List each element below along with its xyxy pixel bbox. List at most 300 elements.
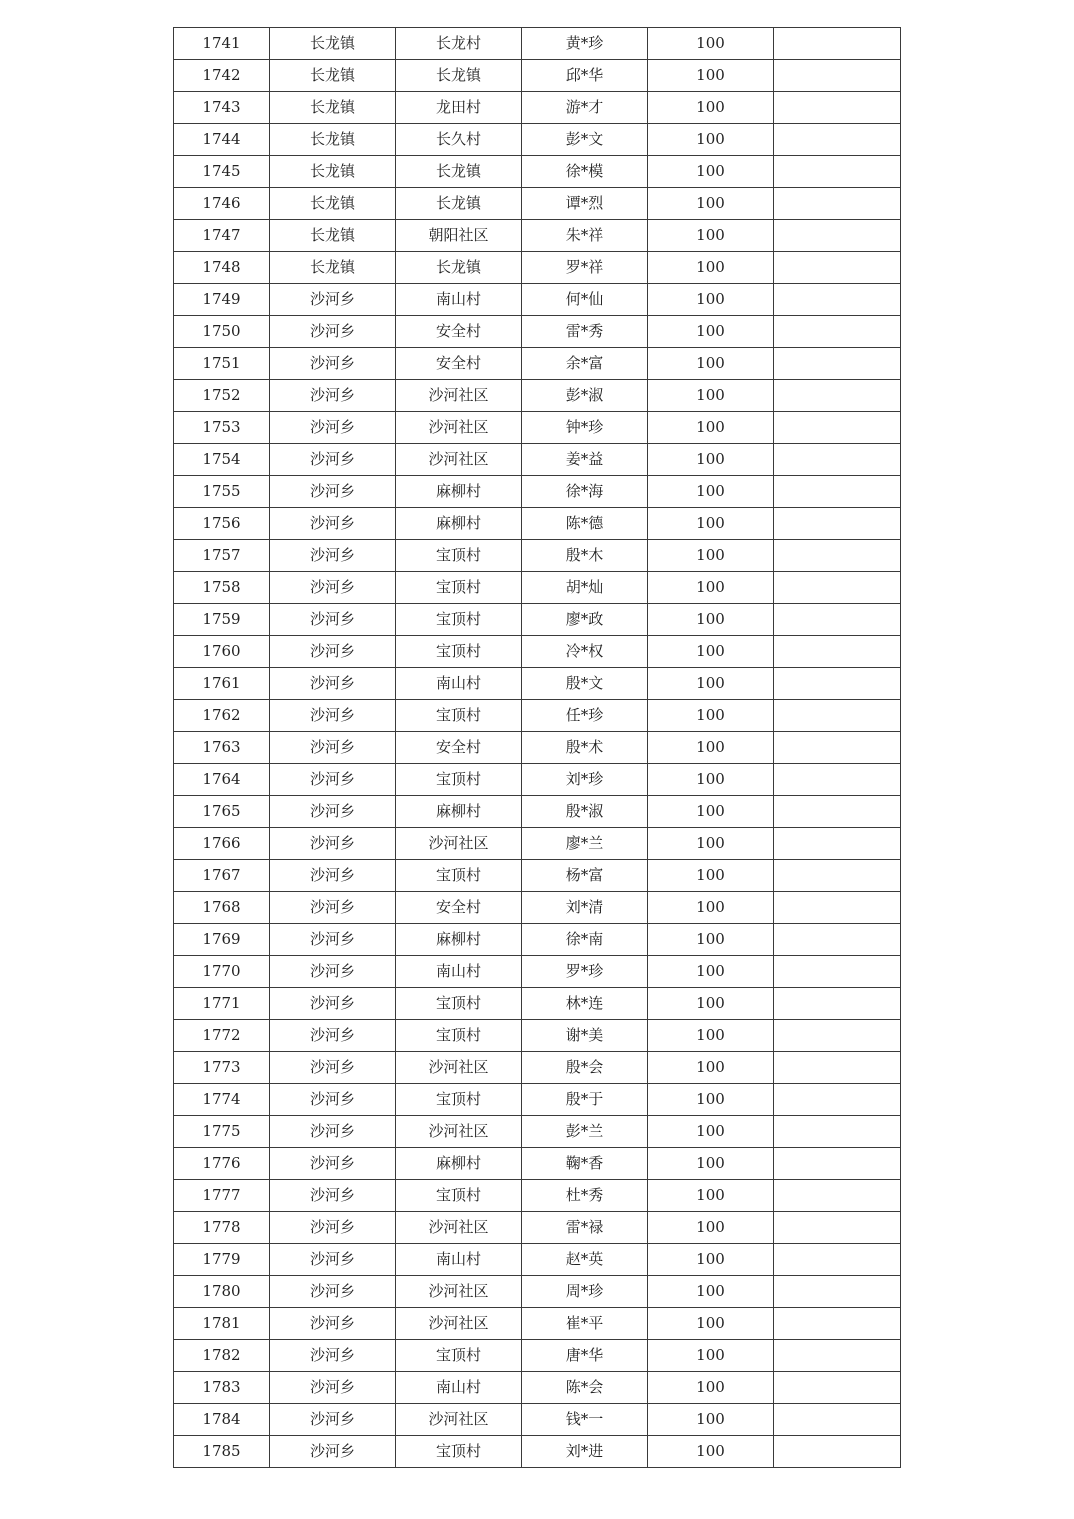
- village-cell: 宝顶村: [396, 1020, 522, 1052]
- township-cell: 沙河乡: [270, 764, 396, 796]
- table-row: [174, 1052, 901, 1084]
- remark-cell: [774, 252, 901, 284]
- village-cell: 长龙镇: [396, 188, 522, 220]
- table-row: [174, 540, 901, 572]
- amount-cell: 100: [648, 1212, 774, 1244]
- village-cell: 安全村: [396, 348, 522, 380]
- village-cell: 宝顶村: [396, 764, 522, 796]
- village-cell: 宝顶村: [396, 1084, 522, 1116]
- recipient-name-cell: 殷*文: [522, 668, 648, 700]
- table-row: [174, 476, 901, 508]
- serial-number-cell: 1747: [174, 220, 270, 252]
- township-cell: 沙河乡: [270, 1148, 396, 1180]
- recipient-name-cell: 杜*秀: [522, 1180, 648, 1212]
- amount-cell: 100: [648, 60, 774, 92]
- amount-cell: 100: [648, 412, 774, 444]
- serial-number-cell: 1759: [174, 604, 270, 636]
- village-cell: 宝顶村: [396, 860, 522, 892]
- recipient-name-cell: 徐*南: [522, 924, 648, 956]
- amount-cell: 100: [648, 636, 774, 668]
- remark-cell: [774, 1020, 901, 1052]
- township-cell: 长龙镇: [270, 252, 396, 284]
- table-row: [174, 988, 901, 1020]
- remark-cell: [774, 796, 901, 828]
- township-cell: 沙河乡: [270, 1308, 396, 1340]
- recipient-name-cell: 徐*海: [522, 476, 648, 508]
- table-row: [174, 892, 901, 924]
- serial-number-cell: 1776: [174, 1148, 270, 1180]
- remark-cell: [774, 1180, 901, 1212]
- amount-cell: 100: [648, 220, 774, 252]
- recipient-name-cell: 罗*祥: [522, 252, 648, 284]
- township-cell: 沙河乡: [270, 380, 396, 412]
- table-row: [174, 956, 901, 988]
- remark-cell: [774, 28, 901, 60]
- document-page: [173, 27, 900, 1468]
- serial-number-cell: 1765: [174, 796, 270, 828]
- amount-cell: 100: [648, 188, 774, 220]
- remark-cell: [774, 316, 901, 348]
- serial-number-cell: 1760: [174, 636, 270, 668]
- amount-cell: 100: [648, 1308, 774, 1340]
- township-cell: 沙河乡: [270, 668, 396, 700]
- amount-cell: 100: [648, 1148, 774, 1180]
- township-cell: 沙河乡: [270, 284, 396, 316]
- table-row: [174, 636, 901, 668]
- table-row: [174, 1212, 901, 1244]
- village-cell: 南山村: [396, 668, 522, 700]
- remark-cell: [774, 924, 901, 956]
- remark-cell: [774, 476, 901, 508]
- remark-cell: [774, 988, 901, 1020]
- recipient-name-cell: 陈*会: [522, 1372, 648, 1404]
- serial-number-cell: 1763: [174, 732, 270, 764]
- recipient-name-cell: 彭*文: [522, 124, 648, 156]
- township-cell: 沙河乡: [270, 700, 396, 732]
- recipient-name-cell: 余*富: [522, 348, 648, 380]
- village-cell: 沙河社区: [396, 444, 522, 476]
- amount-cell: 100: [648, 156, 774, 188]
- remark-cell: [774, 668, 901, 700]
- serial-number-cell: 1757: [174, 540, 270, 572]
- table-row: [174, 444, 901, 476]
- table-row: [174, 348, 901, 380]
- serial-number-cell: 1741: [174, 28, 270, 60]
- recipient-name-cell: 徐*模: [522, 156, 648, 188]
- table-row: [174, 860, 901, 892]
- amount-cell: 100: [648, 1372, 774, 1404]
- recipient-name-cell: 殷*术: [522, 732, 648, 764]
- table-row: [174, 1148, 901, 1180]
- recipient-name-cell: 鞠*香: [522, 1148, 648, 1180]
- amount-cell: 100: [648, 1116, 774, 1148]
- serial-number-cell: 1782: [174, 1340, 270, 1372]
- township-cell: 沙河乡: [270, 1084, 396, 1116]
- village-cell: 南山村: [396, 284, 522, 316]
- township-cell: 沙河乡: [270, 1276, 396, 1308]
- table-row: [174, 764, 901, 796]
- remark-cell: [774, 1436, 901, 1468]
- remark-cell: [774, 1084, 901, 1116]
- amount-cell: 100: [648, 604, 774, 636]
- recipient-name-cell: 谢*美: [522, 1020, 648, 1052]
- remark-cell: [774, 60, 901, 92]
- recipient-name-cell: 谭*烈: [522, 188, 648, 220]
- serial-number-cell: 1781: [174, 1308, 270, 1340]
- village-cell: 宝顶村: [396, 540, 522, 572]
- township-cell: 沙河乡: [270, 316, 396, 348]
- amount-cell: 100: [648, 1404, 774, 1436]
- serial-number-cell: 1773: [174, 1052, 270, 1084]
- remark-cell: [774, 828, 901, 860]
- township-cell: 沙河乡: [270, 924, 396, 956]
- amount-cell: 100: [648, 1436, 774, 1468]
- remark-cell: [774, 1244, 901, 1276]
- remark-cell: [774, 508, 901, 540]
- recipient-name-cell: 彭*淑: [522, 380, 648, 412]
- village-cell: 沙河社区: [396, 1308, 522, 1340]
- serial-number-cell: 1748: [174, 252, 270, 284]
- serial-number-cell: 1764: [174, 764, 270, 796]
- amount-cell: 100: [648, 1084, 774, 1116]
- township-cell: 沙河乡: [270, 1052, 396, 1084]
- township-cell: 沙河乡: [270, 860, 396, 892]
- village-cell: 沙河社区: [396, 1212, 522, 1244]
- village-cell: 朝阳社区: [396, 220, 522, 252]
- serial-number-cell: 1769: [174, 924, 270, 956]
- village-cell: 宝顶村: [396, 636, 522, 668]
- village-cell: 长龙镇: [396, 60, 522, 92]
- table-row: [174, 668, 901, 700]
- recipient-name-cell: 何*仙: [522, 284, 648, 316]
- remark-cell: [774, 156, 901, 188]
- amount-cell: 100: [648, 892, 774, 924]
- table-row: [174, 1340, 901, 1372]
- village-cell: 长久村: [396, 124, 522, 156]
- serial-number-cell: 1775: [174, 1116, 270, 1148]
- village-cell: 长龙村: [396, 28, 522, 60]
- serial-number-cell: 1774: [174, 1084, 270, 1116]
- table-row: [174, 508, 901, 540]
- table-row: [174, 156, 901, 188]
- recipient-name-cell: 廖*兰: [522, 828, 648, 860]
- township-cell: 沙河乡: [270, 828, 396, 860]
- recipient-name-cell: 殷*会: [522, 1052, 648, 1084]
- serial-number-cell: 1755: [174, 476, 270, 508]
- village-cell: 麻柳村: [396, 476, 522, 508]
- serial-number-cell: 1783: [174, 1372, 270, 1404]
- table-row: [174, 1244, 901, 1276]
- remark-cell: [774, 444, 901, 476]
- recipient-name-cell: 殷*淑: [522, 796, 648, 828]
- amount-cell: 100: [648, 284, 774, 316]
- remark-cell: [774, 188, 901, 220]
- township-cell: 沙河乡: [270, 1372, 396, 1404]
- serial-number-cell: 1761: [174, 668, 270, 700]
- remark-cell: [774, 380, 901, 412]
- table-row: [174, 796, 901, 828]
- table-row: [174, 252, 901, 284]
- township-cell: 沙河乡: [270, 892, 396, 924]
- remark-cell: [774, 1148, 901, 1180]
- township-cell: 沙河乡: [270, 1212, 396, 1244]
- village-cell: 长龙镇: [396, 156, 522, 188]
- amount-cell: 100: [648, 1180, 774, 1212]
- serial-number-cell: 1751: [174, 348, 270, 380]
- recipient-name-cell: 冷*权: [522, 636, 648, 668]
- amount-cell: 100: [648, 860, 774, 892]
- recipient-name-cell: 陈*德: [522, 508, 648, 540]
- township-cell: 长龙镇: [270, 124, 396, 156]
- township-cell: 沙河乡: [270, 572, 396, 604]
- table-row: [174, 92, 901, 124]
- table-row: [174, 60, 901, 92]
- serial-number-cell: 1772: [174, 1020, 270, 1052]
- remark-cell: [774, 1308, 901, 1340]
- amount-cell: 100: [648, 732, 774, 764]
- amount-cell: 100: [648, 988, 774, 1020]
- serial-number-cell: 1777: [174, 1180, 270, 1212]
- recipient-name-cell: 彭*兰: [522, 1116, 648, 1148]
- recipient-name-cell: 游*才: [522, 92, 648, 124]
- remark-cell: [774, 284, 901, 316]
- village-cell: 宝顶村: [396, 1340, 522, 1372]
- township-cell: 沙河乡: [270, 476, 396, 508]
- table-row: [174, 1372, 901, 1404]
- serial-number-cell: 1753: [174, 412, 270, 444]
- recipient-name-cell: 朱*祥: [522, 220, 648, 252]
- remark-cell: [774, 1052, 901, 1084]
- table-row: [174, 412, 901, 444]
- township-cell: 沙河乡: [270, 1020, 396, 1052]
- amount-cell: 100: [648, 828, 774, 860]
- table-row: [174, 1084, 901, 1116]
- table-row: [174, 220, 901, 252]
- recipient-name-cell: 廖*政: [522, 604, 648, 636]
- table-row: [174, 732, 901, 764]
- serial-number-cell: 1746: [174, 188, 270, 220]
- serial-number-cell: 1784: [174, 1404, 270, 1436]
- village-cell: 宝顶村: [396, 572, 522, 604]
- serial-number-cell: 1779: [174, 1244, 270, 1276]
- table-row: [174, 1276, 901, 1308]
- amount-cell: 100: [648, 1020, 774, 1052]
- village-cell: 沙河社区: [396, 828, 522, 860]
- remark-cell: [774, 860, 901, 892]
- township-cell: 长龙镇: [270, 60, 396, 92]
- table-row: [174, 284, 901, 316]
- remark-cell: [774, 124, 901, 156]
- recipient-name-cell: 刘*清: [522, 892, 648, 924]
- village-cell: 南山村: [396, 1372, 522, 1404]
- recipient-name-cell: 刘*珍: [522, 764, 648, 796]
- recipient-name-cell: 赵*英: [522, 1244, 648, 1276]
- recipient-name-cell: 钱*一: [522, 1404, 648, 1436]
- remark-cell: [774, 220, 901, 252]
- serial-number-cell: 1745: [174, 156, 270, 188]
- table-row: [174, 1116, 901, 1148]
- village-cell: 麻柳村: [396, 796, 522, 828]
- serial-number-cell: 1749: [174, 284, 270, 316]
- serial-number-cell: 1742: [174, 60, 270, 92]
- amount-cell: 100: [648, 1276, 774, 1308]
- serial-number-cell: 1771: [174, 988, 270, 1020]
- recipient-name-cell: 胡*灿: [522, 572, 648, 604]
- table-row: [174, 1436, 901, 1468]
- serial-number-cell: 1780: [174, 1276, 270, 1308]
- amount-cell: 100: [648, 124, 774, 156]
- recipient-name-cell: 崔*平: [522, 1308, 648, 1340]
- amount-cell: 100: [648, 796, 774, 828]
- village-cell: 麻柳村: [396, 924, 522, 956]
- village-cell: 沙河社区: [396, 412, 522, 444]
- amount-cell: 100: [648, 508, 774, 540]
- township-cell: 沙河乡: [270, 988, 396, 1020]
- table-row: [174, 1404, 901, 1436]
- village-cell: 龙田村: [396, 92, 522, 124]
- village-cell: 宝顶村: [396, 1180, 522, 1212]
- amount-cell: 100: [648, 764, 774, 796]
- remark-cell: [774, 604, 901, 636]
- remark-cell: [774, 1116, 901, 1148]
- township-cell: 沙河乡: [270, 1244, 396, 1276]
- remark-cell: [774, 700, 901, 732]
- recipient-name-cell: 钟*珍: [522, 412, 648, 444]
- township-cell: 沙河乡: [270, 348, 396, 380]
- remark-cell: [774, 92, 901, 124]
- township-cell: 沙河乡: [270, 1116, 396, 1148]
- serial-number-cell: 1754: [174, 444, 270, 476]
- village-cell: 宝顶村: [396, 988, 522, 1020]
- serial-number-cell: 1770: [174, 956, 270, 988]
- amount-cell: 100: [648, 1244, 774, 1276]
- serial-number-cell: 1768: [174, 892, 270, 924]
- serial-number-cell: 1756: [174, 508, 270, 540]
- village-cell: 安全村: [396, 732, 522, 764]
- table-row: [174, 316, 901, 348]
- roster-table: [173, 27, 901, 1468]
- remark-cell: [774, 636, 901, 668]
- table-row: [174, 604, 901, 636]
- village-cell: 沙河社区: [396, 1052, 522, 1084]
- village-cell: 沙河社区: [396, 1116, 522, 1148]
- remark-cell: [774, 1404, 901, 1436]
- remark-cell: [774, 348, 901, 380]
- township-cell: 沙河乡: [270, 1436, 396, 1468]
- serial-number-cell: 1758: [174, 572, 270, 604]
- recipient-name-cell: 雷*秀: [522, 316, 648, 348]
- roster-table-body: [174, 28, 901, 1468]
- serial-number-cell: 1766: [174, 828, 270, 860]
- remark-cell: [774, 1276, 901, 1308]
- table-row: [174, 1020, 901, 1052]
- amount-cell: 100: [648, 92, 774, 124]
- table-row: [174, 380, 901, 412]
- amount-cell: 100: [648, 1340, 774, 1372]
- village-cell: 安全村: [396, 892, 522, 924]
- remark-cell: [774, 1340, 901, 1372]
- remark-cell: [774, 764, 901, 796]
- amount-cell: 100: [648, 700, 774, 732]
- township-cell: 沙河乡: [270, 956, 396, 988]
- village-cell: 宝顶村: [396, 604, 522, 636]
- recipient-name-cell: 周*珍: [522, 1276, 648, 1308]
- table-row: [174, 828, 901, 860]
- remark-cell: [774, 732, 901, 764]
- township-cell: 沙河乡: [270, 796, 396, 828]
- serial-number-cell: 1752: [174, 380, 270, 412]
- recipient-name-cell: 殷*木: [522, 540, 648, 572]
- township-cell: 沙河乡: [270, 1180, 396, 1212]
- remark-cell: [774, 892, 901, 924]
- recipient-name-cell: 黄*珍: [522, 28, 648, 60]
- amount-cell: 100: [648, 668, 774, 700]
- township-cell: 沙河乡: [270, 1340, 396, 1372]
- remark-cell: [774, 540, 901, 572]
- village-cell: 南山村: [396, 956, 522, 988]
- village-cell: 长龙镇: [396, 252, 522, 284]
- village-cell: 沙河社区: [396, 1404, 522, 1436]
- recipient-name-cell: 任*珍: [522, 700, 648, 732]
- recipient-name-cell: 姜*益: [522, 444, 648, 476]
- township-cell: 长龙镇: [270, 28, 396, 60]
- amount-cell: 100: [648, 540, 774, 572]
- remark-cell: [774, 412, 901, 444]
- township-cell: 沙河乡: [270, 508, 396, 540]
- recipient-name-cell: 唐*华: [522, 1340, 648, 1372]
- table-row: [174, 572, 901, 604]
- recipient-name-cell: 刘*进: [522, 1436, 648, 1468]
- table-row: [174, 924, 901, 956]
- recipient-name-cell: 邱*华: [522, 60, 648, 92]
- serial-number-cell: 1767: [174, 860, 270, 892]
- village-cell: 麻柳村: [396, 1148, 522, 1180]
- village-cell: 南山村: [396, 1244, 522, 1276]
- amount-cell: 100: [648, 444, 774, 476]
- village-cell: 麻柳村: [396, 508, 522, 540]
- amount-cell: 100: [648, 252, 774, 284]
- amount-cell: 100: [648, 956, 774, 988]
- table-row: [174, 124, 901, 156]
- table-row: [174, 188, 901, 220]
- township-cell: 长龙镇: [270, 220, 396, 252]
- table-row: [174, 28, 901, 60]
- village-cell: 安全村: [396, 316, 522, 348]
- table-row: [174, 1180, 901, 1212]
- recipient-name-cell: 杨*富: [522, 860, 648, 892]
- township-cell: 长龙镇: [270, 188, 396, 220]
- village-cell: 沙河社区: [396, 380, 522, 412]
- amount-cell: 100: [648, 924, 774, 956]
- recipient-name-cell: 罗*珍: [522, 956, 648, 988]
- amount-cell: 100: [648, 316, 774, 348]
- amount-cell: 100: [648, 348, 774, 380]
- amount-cell: 100: [648, 28, 774, 60]
- township-cell: 沙河乡: [270, 444, 396, 476]
- township-cell: 沙河乡: [270, 604, 396, 636]
- serial-number-cell: 1744: [174, 124, 270, 156]
- township-cell: 长龙镇: [270, 92, 396, 124]
- township-cell: 沙河乡: [270, 540, 396, 572]
- remark-cell: [774, 1212, 901, 1244]
- recipient-name-cell: 殷*于: [522, 1084, 648, 1116]
- recipient-name-cell: 雷*禄: [522, 1212, 648, 1244]
- amount-cell: 100: [648, 572, 774, 604]
- village-cell: 宝顶村: [396, 1436, 522, 1468]
- serial-number-cell: 1785: [174, 1436, 270, 1468]
- remark-cell: [774, 1372, 901, 1404]
- amount-cell: 100: [648, 1052, 774, 1084]
